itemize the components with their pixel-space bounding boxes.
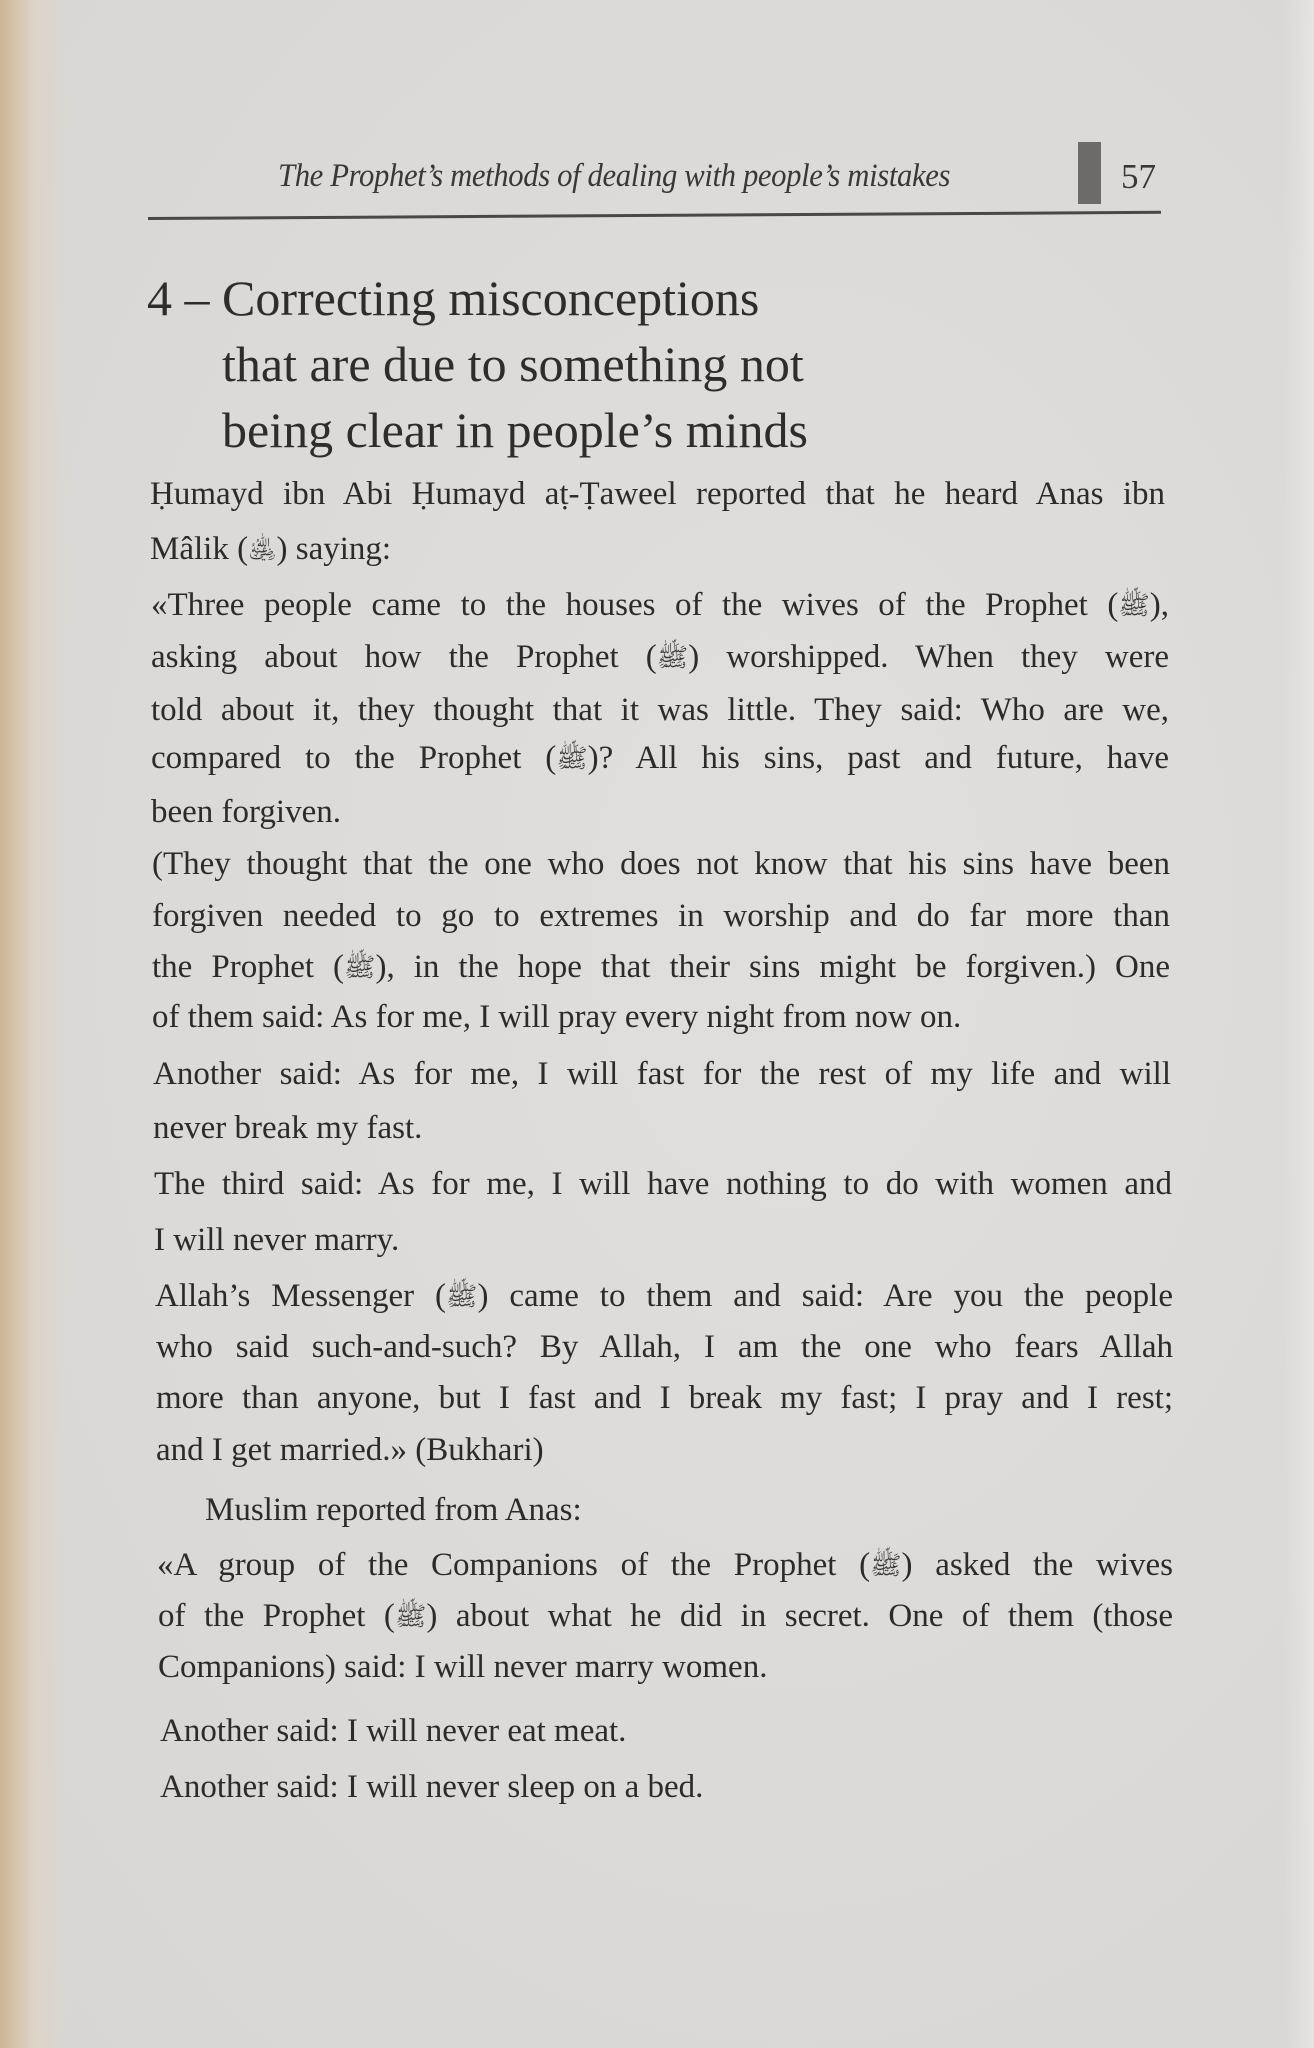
- salawat-symbol-icon: ﷺ: [394, 1602, 427, 1632]
- body-line: [157, 1549, 1173, 1582]
- body-line: [151, 694, 1169, 727]
- body-line-text: and I get married.» (Bukhari): [156, 1432, 544, 1468]
- body-line-text: compared to the Prophet (: [151, 740, 557, 776]
- body-line-text: Mâlik (: [150, 531, 249, 567]
- body-line: [160, 1771, 703, 1804]
- body-line-text: been forgiven.: [151, 794, 341, 830]
- body-line: [150, 478, 1165, 511]
- body-line-text: told about it, they thought that it was little. They said: Who are we,: [151, 692, 1169, 728]
- salawat-symbol-icon: ﷺ: [556, 744, 588, 774]
- body-line: [156, 1382, 1173, 1415]
- body-line: [158, 1600, 1173, 1633]
- body-line: [151, 589, 1169, 622]
- body-line-text: ) worshipped. When they were: [688, 639, 1169, 675]
- body-line: [153, 1058, 1171, 1091]
- body-line-text: «A group of the Companions of the Prophet (: [157, 1547, 871, 1583]
- body-line-text: never break my fast.: [153, 1110, 423, 1146]
- body-line-text: who said such-and-such? By Allah, I am the one who fears Allah: [156, 1329, 1173, 1365]
- body-line-text: of the Prophet (: [158, 1598, 395, 1634]
- body-line-text: )? All his sins, past and future, have: [587, 740, 1169, 776]
- body-line: [205, 1494, 582, 1527]
- page-number: 57: [1121, 157, 1156, 196]
- body-line-text: ) asked the wives: [901, 1547, 1174, 1583]
- salawat-symbol-icon: ﷺ: [1118, 591, 1150, 621]
- body-line-text: ),: [1149, 587, 1169, 623]
- body-line-text: ), in the hope that their sins might be forgiven.) One: [375, 949, 1171, 985]
- body-line-text: Companions) said: I will never marry women.: [158, 1649, 768, 1685]
- body-line-text: Allah’s Messenger (: [155, 1278, 447, 1314]
- salawat-symbol-icon: ﷺ: [344, 953, 376, 983]
- body-line-text: of them said: As for me, I will pray every night from now on.: [152, 999, 962, 1035]
- body-line: [151, 796, 341, 829]
- running-header-title: The Prophet’s methods of dealing with people’s mistakes: [278, 158, 951, 194]
- body-line: [154, 1224, 399, 1257]
- body-line: [152, 951, 1170, 984]
- body-line-text: ) about what he did in secret. One of them (those: [426, 1598, 1174, 1634]
- body-line-text: more than anyone, but I fast and I break my fast; I pray and I rest;: [156, 1380, 1173, 1416]
- body-line-text: The third said: As for me, I will have nothing to do with women and: [154, 1166, 1172, 1202]
- body-line-text: I will never marry.: [154, 1222, 400, 1258]
- body-line-text: Muslim reported from Anas:: [205, 1492, 582, 1528]
- body-line: [151, 742, 1169, 775]
- salawat-symbol-icon: ﷺ: [870, 1551, 902, 1581]
- header-rule: [148, 211, 1161, 220]
- body-line: [150, 533, 391, 566]
- body-line-text: asking about how the Prophet (: [151, 639, 657, 675]
- radiya-symbol-icon: ﵁: [248, 535, 277, 565]
- body-line-text: Another said: I will never eat meat.: [160, 1713, 627, 1749]
- body-line: [158, 1651, 767, 1684]
- body-line: [156, 1331, 1173, 1364]
- salawat-symbol-icon: ﷺ: [656, 643, 689, 673]
- body-line: [153, 1112, 422, 1145]
- body-line-text: Ḥumayd ibn Abi Ḥumayd aṭ-Ṭaweel reported that he heard Anas ibn: [150, 476, 1165, 512]
- body-line-text: «Three people came to the houses of the wives of the Prophet (: [151, 587, 1119, 623]
- body-line: [152, 1001, 961, 1034]
- body-line-text: forgiven needed to go to extremes in worship and do far more than: [152, 898, 1170, 934]
- body-line: [160, 1715, 626, 1748]
- body-line-text: Another said: I will never sleep on a bed.: [160, 1769, 704, 1805]
- section-title-line-3: being clear in people’s minds: [222, 402, 808, 458]
- body-line-text: ) came to them and said: Are you the people: [477, 1278, 1173, 1314]
- body-line: [152, 848, 1170, 881]
- salawat-symbol-icon: ﷺ: [446, 1282, 478, 1312]
- body-line: [154, 1168, 1172, 1201]
- body-line-text: (They thought that the one who does not know that his sins have been: [152, 846, 1170, 882]
- body-line-text: the Prophet (: [152, 949, 345, 985]
- body-line: [156, 1434, 544, 1467]
- body-line: [151, 641, 1169, 674]
- body-line-text: Another said: As for me, I will fast for the rest of my life and will: [153, 1056, 1171, 1092]
- header-bar-mark: [1078, 142, 1101, 204]
- section-title-line-2: that are due to something not: [222, 336, 804, 392]
- body-line: [155, 1280, 1173, 1313]
- body-line: [152, 900, 1170, 933]
- section-title-line-1: 4 – Correcting misconceptions: [147, 270, 760, 326]
- body-line-text: ) saying:: [276, 531, 392, 567]
